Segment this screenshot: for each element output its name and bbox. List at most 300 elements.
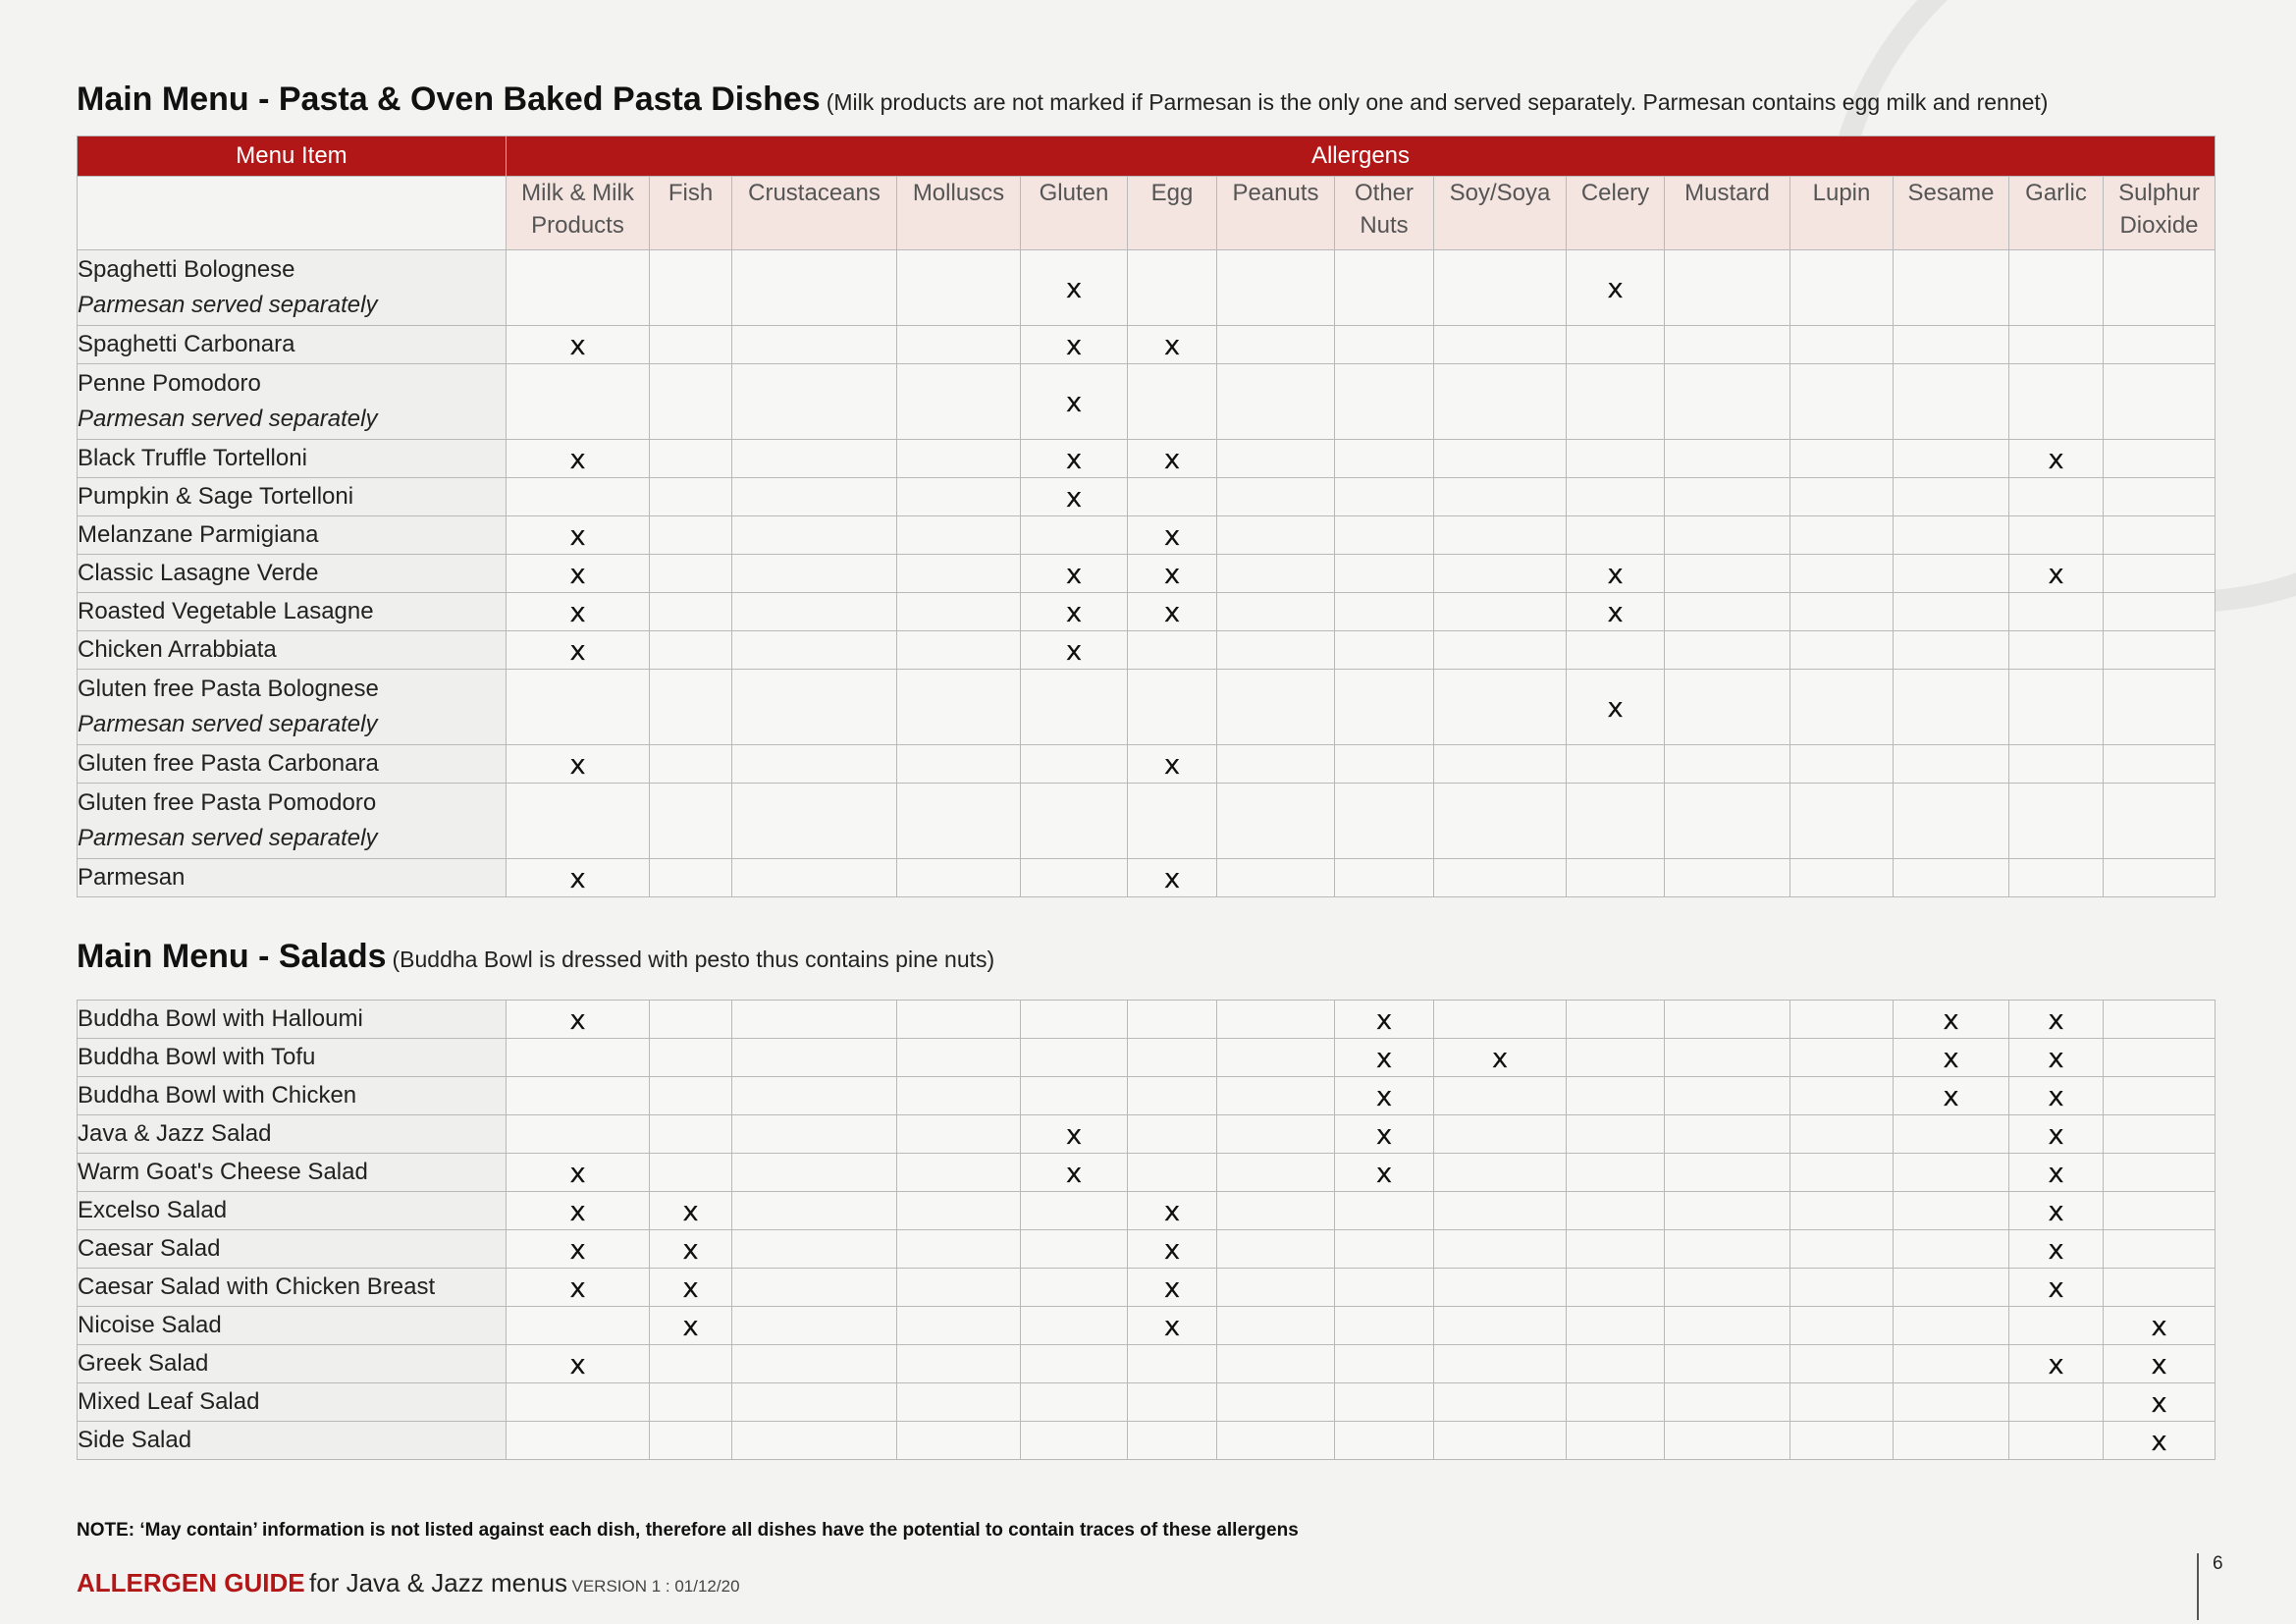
allergen-mark-cell bbox=[897, 1383, 1021, 1422]
allergen-mark-cell bbox=[1790, 516, 1894, 555]
allergen-column-celery: Celery bbox=[1567, 177, 1665, 250]
pasta-section-subtitle: (Milk products are not marked if Parmesan is the only one and served separately. Parmesan contains egg milk and rennet) bbox=[826, 89, 2049, 115]
allergen-mark-cell: x bbox=[507, 859, 650, 897]
menu-item-cell bbox=[78, 784, 507, 859]
allergen-mark-cell bbox=[1894, 859, 2009, 897]
allergen-mark-cell bbox=[897, 1115, 1021, 1154]
allergen-mark-cell bbox=[1128, 1345, 1217, 1383]
allergen-mark-cell bbox=[2009, 670, 2104, 745]
allergen-mark-cell bbox=[2104, 1192, 2216, 1230]
allergen-mark-cell bbox=[507, 1307, 650, 1345]
allergen-mark-cell bbox=[1665, 440, 1790, 478]
allergen-mark-cell bbox=[650, 1154, 732, 1192]
menu-item-name: Excelso Salad bbox=[78, 1197, 228, 1223]
table-row bbox=[78, 859, 2216, 897]
allergen-mark-cell bbox=[1665, 631, 1790, 670]
menu-item-name: Gluten free Pasta Bolognese bbox=[78, 676, 379, 702]
allergen-column-other-nuts: Other Nuts bbox=[1335, 177, 1434, 250]
allergen-mark-cell: x bbox=[2009, 1039, 2104, 1077]
allergen-mark-cell: x bbox=[1021, 555, 1128, 593]
allergen-mark-cell bbox=[650, 1077, 732, 1115]
menu-item-cell bbox=[78, 1192, 507, 1230]
allergen-mark-cell: x bbox=[2009, 555, 2104, 593]
allergen-mark-cell: x bbox=[2009, 1345, 2104, 1383]
allergen-mark-cell bbox=[650, 440, 732, 478]
allergen-mark-cell bbox=[1567, 1230, 1665, 1269]
allergen-mark-cell bbox=[1128, 1077, 1217, 1115]
allergen-mark-cell bbox=[732, 745, 897, 784]
allergen-column-garlic: Garlic bbox=[2009, 177, 2104, 250]
allergen-mark-cell bbox=[1434, 670, 1567, 745]
allergen-mark-cell bbox=[1790, 1077, 1894, 1115]
allergen-mark-cell bbox=[1217, 250, 1335, 326]
allergen-mark-cell bbox=[732, 326, 897, 364]
allergen-mark-cell bbox=[1217, 555, 1335, 593]
allergen-mark-cell bbox=[1217, 745, 1335, 784]
allergen-mark-cell bbox=[2104, 555, 2216, 593]
allergen-mark-cell: x bbox=[1128, 1192, 1217, 1230]
allergen-mark-cell bbox=[2104, 784, 2216, 859]
allergen-mark-cell: x bbox=[1335, 1077, 1434, 1115]
allergen-mark-cell: x bbox=[507, 1269, 650, 1307]
allergen-mark-cell bbox=[1434, 250, 1567, 326]
allergen-mark-cell bbox=[897, 631, 1021, 670]
allergen-mark-cell bbox=[2009, 784, 2104, 859]
allergen-mark-cell bbox=[1335, 1269, 1434, 1307]
menu-item-name: Greek Salad bbox=[78, 1350, 209, 1377]
allergen-mark-cell bbox=[897, 516, 1021, 555]
allergen-mark-cell bbox=[2104, 670, 2216, 745]
allergen-mark-cell bbox=[732, 631, 897, 670]
footer bbox=[77, 1568, 740, 1598]
allergen-mark-cell bbox=[1217, 1077, 1335, 1115]
allergen-mark-cell bbox=[1217, 1345, 1335, 1383]
allergen-mark-cell bbox=[1894, 555, 2009, 593]
allergen-mark-cell bbox=[1434, 1422, 1567, 1460]
allergen-mark-cell: x bbox=[1335, 1115, 1434, 1154]
allergen-mark-cell bbox=[1335, 670, 1434, 745]
allergen-mark-cell: x bbox=[507, 1192, 650, 1230]
allergen-mark-cell bbox=[1567, 784, 1665, 859]
allergen-mark-cell bbox=[1894, 478, 2009, 516]
menu-item-cell bbox=[78, 859, 507, 897]
allergen-mark-cell bbox=[2104, 1039, 2216, 1077]
allergen-column-sesame: Sesame bbox=[1894, 177, 2009, 250]
table-row bbox=[78, 1383, 2216, 1422]
allergen-mark-cell bbox=[1434, 1269, 1567, 1307]
allergen-mark-cell bbox=[1335, 1383, 1434, 1422]
allergen-mark-cell bbox=[650, 631, 732, 670]
allergen-mark-cell bbox=[1021, 670, 1128, 745]
allergen-mark-cell: x bbox=[1021, 440, 1128, 478]
allergen-mark-cell bbox=[1434, 326, 1567, 364]
menu-item-note: Parmesan served separately bbox=[78, 292, 378, 318]
allergen-mark-cell: x bbox=[1021, 1154, 1128, 1192]
allergen-mark-cell bbox=[1894, 1307, 2009, 1345]
allergen-column-fish: Fish bbox=[650, 177, 732, 250]
allergen-mark-cell bbox=[650, 250, 732, 326]
allergen-mark-cell bbox=[1894, 1269, 2009, 1307]
table-row bbox=[78, 250, 2216, 326]
table-row bbox=[78, 1115, 2216, 1154]
table-row bbox=[78, 440, 2216, 478]
allergen-mark-cell bbox=[1434, 784, 1567, 859]
allergens-header: Allergens bbox=[507, 136, 2216, 177]
allergen-mark-cell bbox=[1128, 250, 1217, 326]
allergen-mark-cell: x bbox=[1021, 593, 1128, 631]
allergen-mark-cell bbox=[1567, 1154, 1665, 1192]
menu-item-name: Buddha Bowl with Tofu bbox=[78, 1044, 316, 1070]
allergen-mark-cell bbox=[2104, 516, 2216, 555]
allergen-mark-cell bbox=[732, 555, 897, 593]
allergen-mark-cell bbox=[1665, 593, 1790, 631]
allergen-mark-cell: x bbox=[1894, 1001, 2009, 1039]
menu-item-cell bbox=[78, 326, 507, 364]
menu-item-cell bbox=[78, 440, 507, 478]
allergen-mark-cell bbox=[1021, 1230, 1128, 1269]
table-row bbox=[78, 631, 2216, 670]
allergen-mark-cell bbox=[732, 1001, 897, 1039]
allergen-mark-cell bbox=[1894, 326, 2009, 364]
allergen-mark-cell bbox=[1128, 784, 1217, 859]
allergen-mark-cell bbox=[1335, 364, 1434, 440]
allergen-column-crustaceans: Crustaceans bbox=[732, 177, 897, 250]
allergen-mark-cell: x bbox=[1021, 631, 1128, 670]
table-row bbox=[78, 478, 2216, 516]
allergen-mark-cell bbox=[897, 1154, 1021, 1192]
allergen-mark-cell bbox=[650, 670, 732, 745]
allergen-mark-cell bbox=[650, 1383, 732, 1422]
allergen-mark-cell: x bbox=[1567, 593, 1665, 631]
allergen-mark-cell bbox=[1434, 1001, 1567, 1039]
menu-item-cell bbox=[78, 631, 507, 670]
menu-item-name: Warm Goat's Cheese Salad bbox=[78, 1159, 368, 1185]
allergen-mark-cell bbox=[1567, 859, 1665, 897]
allergen-mark-cell: x bbox=[1128, 1230, 1217, 1269]
allergen-mark-cell: x bbox=[1021, 478, 1128, 516]
allergen-mark-cell bbox=[507, 1077, 650, 1115]
allergen-mark-cell bbox=[732, 1039, 897, 1077]
menu-item-cell bbox=[78, 593, 507, 631]
allergen-mark-cell bbox=[1567, 1077, 1665, 1115]
allergen-mark-cell bbox=[1894, 440, 2009, 478]
allergen-mark-cell bbox=[732, 784, 897, 859]
allergen-mark-cell bbox=[2009, 1422, 2104, 1460]
allergen-mark-cell: x bbox=[507, 516, 650, 555]
allergen-mark-cell bbox=[1790, 1039, 1894, 1077]
allergen-mark-cell bbox=[650, 478, 732, 516]
allergen-mark-cell bbox=[1894, 631, 2009, 670]
allergen-mark-cell: x bbox=[1567, 670, 1665, 745]
allergen-mark-cell bbox=[1567, 1383, 1665, 1422]
table-row bbox=[78, 670, 2216, 745]
allergen-mark-cell bbox=[732, 859, 897, 897]
menu-item-name: Pumpkin & Sage Tortelloni bbox=[78, 483, 354, 510]
allergen-mark-cell bbox=[1790, 631, 1894, 670]
allergen-mark-cell bbox=[1021, 1269, 1128, 1307]
allergen-mark-cell bbox=[1434, 631, 1567, 670]
allergen-mark-cell bbox=[507, 784, 650, 859]
allergen-mark-cell bbox=[1790, 1115, 1894, 1154]
allergen-mark-cell bbox=[1217, 593, 1335, 631]
allergen-mark-cell: x bbox=[650, 1230, 732, 1269]
allergen-mark-cell bbox=[1567, 631, 1665, 670]
allergen-mark-cell bbox=[2104, 326, 2216, 364]
allergen-mark-cell bbox=[1665, 1115, 1790, 1154]
allergen-mark-cell bbox=[1894, 1192, 2009, 1230]
allergen-mark-cell bbox=[897, 1039, 1021, 1077]
allergen-mark-cell bbox=[1567, 1422, 1665, 1460]
menu-item-name: Melanzane Parmigiana bbox=[78, 521, 319, 548]
allergen-mark-cell bbox=[897, 593, 1021, 631]
allergen-mark-cell bbox=[1894, 784, 2009, 859]
allergen-mark-cell bbox=[1894, 1115, 2009, 1154]
allergen-mark-cell bbox=[1217, 364, 1335, 440]
allergen-mark-cell bbox=[1335, 1307, 1434, 1345]
allergen-mark-cell: x bbox=[2009, 1269, 2104, 1307]
allergen-mark-cell bbox=[650, 1039, 732, 1077]
allergen-mark-cell bbox=[1790, 555, 1894, 593]
allergen-mark-cell bbox=[1335, 516, 1434, 555]
menu-item-name: Spaghetti Bolognese bbox=[78, 256, 295, 283]
allergen-mark-cell bbox=[732, 1422, 897, 1460]
allergen-mark-cell: x bbox=[650, 1307, 732, 1345]
allergen-mark-cell: x bbox=[507, 631, 650, 670]
allergen-mark-cell bbox=[1128, 631, 1217, 670]
allergen-mark-cell bbox=[1335, 1192, 1434, 1230]
allergen-mark-cell bbox=[1217, 1154, 1335, 1192]
allergen-mark-cell: x bbox=[1567, 250, 1665, 326]
allergen-mark-cell bbox=[1567, 745, 1665, 784]
allergen-mark-cell bbox=[897, 478, 1021, 516]
allergen-mark-cell bbox=[732, 1115, 897, 1154]
allergen-mark-cell: x bbox=[1128, 593, 1217, 631]
allergen-column-mustard: Mustard bbox=[1665, 177, 1790, 250]
menu-item-cell bbox=[78, 670, 507, 745]
allergen-mark-cell: x bbox=[2009, 1192, 2104, 1230]
allergen-mark-cell: x bbox=[2009, 1001, 2104, 1039]
allergen-mark-cell: x bbox=[1128, 555, 1217, 593]
allergen-mark-cell bbox=[732, 516, 897, 555]
allergen-mark-cell bbox=[1335, 250, 1434, 326]
allergen-mark-cell bbox=[2104, 478, 2216, 516]
allergen-mark-cell bbox=[897, 1192, 1021, 1230]
allergen-mark-cell bbox=[897, 1001, 1021, 1039]
allergen-mark-cell bbox=[1665, 250, 1790, 326]
allergen-mark-cell bbox=[1790, 250, 1894, 326]
allergen-mark-cell bbox=[2009, 745, 2104, 784]
allergen-mark-cell bbox=[1434, 1345, 1567, 1383]
allergen-mark-cell bbox=[1434, 555, 1567, 593]
allergen-mark-cell: x bbox=[507, 440, 650, 478]
menu-item-note: Parmesan served separately bbox=[78, 711, 378, 737]
allergen-mark-cell bbox=[1790, 1269, 1894, 1307]
allergen-mark-cell bbox=[1217, 1383, 1335, 1422]
allergen-mark-cell bbox=[1217, 784, 1335, 859]
allergen-mark-cell bbox=[1217, 326, 1335, 364]
allergen-column-soy-soya: Soy/Soya bbox=[1434, 177, 1567, 250]
allergen-mark-cell bbox=[1434, 1192, 1567, 1230]
menu-item-name: Roasted Vegetable Lasagne bbox=[78, 598, 374, 624]
allergen-mark-cell bbox=[507, 670, 650, 745]
allergen-mark-cell bbox=[1128, 1115, 1217, 1154]
allergen-mark-cell bbox=[1335, 631, 1434, 670]
allergen-mark-cell bbox=[1128, 478, 1217, 516]
allergen-mark-cell bbox=[1567, 1192, 1665, 1230]
allergen-mark-cell bbox=[1665, 1345, 1790, 1383]
menu-item-cell bbox=[78, 1154, 507, 1192]
menu-item-name: Gluten free Pasta Carbonara bbox=[78, 750, 379, 777]
allergen-mark-cell: x bbox=[2104, 1345, 2216, 1383]
allergen-mark-cell: x bbox=[1021, 364, 1128, 440]
allergen-mark-cell bbox=[1567, 478, 1665, 516]
allergen-mark-cell bbox=[1894, 670, 2009, 745]
allergen-mark-cell bbox=[1894, 364, 2009, 440]
allergen-mark-cell bbox=[2104, 1154, 2216, 1192]
allergen-mark-cell bbox=[1790, 745, 1894, 784]
allergen-mark-cell bbox=[1894, 1230, 2009, 1269]
allergen-mark-cell: x bbox=[1128, 1307, 1217, 1345]
allergen-mark-cell bbox=[1128, 364, 1217, 440]
table-row bbox=[78, 1192, 2216, 1230]
may-contain-note: NOTE: ‘May contain’ information is not listed against each dish, therefore all dishes have the potential to contain traces of these allergens bbox=[77, 1520, 1299, 1541]
table-row bbox=[78, 1307, 2216, 1345]
allergen-mark-cell bbox=[650, 364, 732, 440]
allergen-mark-cell bbox=[1434, 364, 1567, 440]
allergen-mark-cell bbox=[1665, 326, 1790, 364]
menu-item-cell bbox=[78, 1345, 507, 1383]
allergen-mark-cell bbox=[732, 440, 897, 478]
table-row bbox=[78, 326, 2216, 364]
allergen-mark-cell bbox=[2104, 1077, 2216, 1115]
allergen-mark-cell bbox=[1790, 478, 1894, 516]
allergen-mark-cell bbox=[1217, 1422, 1335, 1460]
allergen-mark-cell bbox=[1790, 1001, 1894, 1039]
allergen-mark-cell bbox=[1335, 593, 1434, 631]
allergen-mark-cell bbox=[1021, 1001, 1128, 1039]
allergen-mark-cell bbox=[1021, 859, 1128, 897]
allergen-mark-cell: x bbox=[507, 1001, 650, 1039]
menu-item-cell bbox=[78, 364, 507, 440]
allergen-mark-cell: x bbox=[1021, 326, 1128, 364]
allergen-mark-cell: x bbox=[1894, 1039, 2009, 1077]
allergen-mark-cell: x bbox=[650, 1192, 732, 1230]
allergen-mark-cell bbox=[1894, 1345, 2009, 1383]
allergen-mark-cell bbox=[1567, 1269, 1665, 1307]
allergen-mark-cell bbox=[1021, 784, 1128, 859]
allergen-mark-cell bbox=[1128, 1422, 1217, 1460]
allergen-mark-cell bbox=[1894, 1422, 2009, 1460]
allergen-mark-cell bbox=[1335, 478, 1434, 516]
allergen-mark-cell bbox=[2104, 631, 2216, 670]
allergen-mark-cell bbox=[1434, 1154, 1567, 1192]
menu-item-name: Black Truffle Tortelloni bbox=[78, 445, 307, 471]
allergen-mark-cell bbox=[897, 1230, 1021, 1269]
allergen-mark-cell bbox=[1790, 326, 1894, 364]
allergen-mark-cell bbox=[1021, 1422, 1128, 1460]
allergen-mark-cell bbox=[1335, 326, 1434, 364]
allergen-mark-cell: x bbox=[1335, 1001, 1434, 1039]
menu-item-cell bbox=[78, 745, 507, 784]
allergen-mark-cell: x bbox=[507, 1230, 650, 1269]
allergen-mark-cell bbox=[1665, 745, 1790, 784]
allergen-mark-cell bbox=[2009, 478, 2104, 516]
allergen-mark-cell: x bbox=[1128, 326, 1217, 364]
allergen-mark-cell bbox=[1894, 593, 2009, 631]
allergen-mark-cell bbox=[1217, 478, 1335, 516]
allergen-mark-cell: x bbox=[1021, 250, 1128, 326]
allergen-mark-cell bbox=[1567, 1307, 1665, 1345]
menu-item-header: Menu Item bbox=[78, 136, 507, 177]
allergen-mark-cell bbox=[897, 670, 1021, 745]
allergen-mark-cell bbox=[1217, 440, 1335, 478]
allergen-mark-cell bbox=[1790, 1383, 1894, 1422]
allergen-mark-cell bbox=[1021, 1077, 1128, 1115]
allergen-mark-cell bbox=[1790, 593, 1894, 631]
allergen-mark-cell bbox=[897, 784, 1021, 859]
allergen-mark-cell bbox=[1217, 1115, 1335, 1154]
allergen-mark-cell bbox=[1665, 1269, 1790, 1307]
allergen-mark-cell bbox=[732, 593, 897, 631]
menu-item-name: Caesar Salad bbox=[78, 1235, 221, 1262]
allergen-mark-cell bbox=[732, 670, 897, 745]
allergen-mark-cell bbox=[1128, 1001, 1217, 1039]
allergen-mark-cell bbox=[2009, 631, 2104, 670]
allergen-mark-cell bbox=[1335, 555, 1434, 593]
allergen-mark-cell bbox=[732, 1383, 897, 1422]
allergen-mark-cell bbox=[732, 250, 897, 326]
allergen-mark-cell bbox=[1335, 1345, 1434, 1383]
table-row bbox=[78, 1039, 2216, 1077]
menu-item-note: Parmesan served separately bbox=[78, 825, 378, 851]
allergen-mark-cell bbox=[1217, 1269, 1335, 1307]
allergen-mark-cell: x bbox=[1128, 745, 1217, 784]
allergen-mark-cell bbox=[650, 1422, 732, 1460]
allergen-mark-cell bbox=[732, 1154, 897, 1192]
allergen-mark-cell: x bbox=[2009, 440, 2104, 478]
allergen-mark-cell bbox=[1790, 1307, 1894, 1345]
allergen-mark-cell bbox=[507, 364, 650, 440]
allergen-mark-cell bbox=[897, 250, 1021, 326]
allergen-mark-cell bbox=[897, 859, 1021, 897]
allergen-mark-cell bbox=[2104, 1001, 2216, 1039]
allergen-mark-cell bbox=[1665, 1230, 1790, 1269]
allergen-mark-cell bbox=[650, 784, 732, 859]
allergen-mark-cell: x bbox=[1335, 1039, 1434, 1077]
allergen-mark-cell bbox=[1567, 1039, 1665, 1077]
allergen-mark-cell bbox=[732, 1307, 897, 1345]
allergen-mark-cell bbox=[2104, 364, 2216, 440]
menu-item-name: Spaghetti Carbonara bbox=[78, 331, 295, 357]
menu-item-cell bbox=[78, 250, 507, 326]
allergen-mark-cell bbox=[897, 1307, 1021, 1345]
allergen-mark-cell bbox=[732, 1077, 897, 1115]
table-row bbox=[78, 1001, 2216, 1039]
allergen-mark-cell bbox=[650, 859, 732, 897]
allergen-mark-cell bbox=[732, 478, 897, 516]
allergen-mark-cell: x bbox=[1434, 1039, 1567, 1077]
allergen-mark-cell bbox=[1021, 1039, 1128, 1077]
menu-item-cell bbox=[78, 1039, 507, 1077]
allergen-mark-cell: x bbox=[2009, 1115, 2104, 1154]
menu-item-cell bbox=[78, 1230, 507, 1269]
allergen-mark-cell bbox=[1434, 859, 1567, 897]
allergen-mark-cell bbox=[1894, 745, 2009, 784]
allergen-mark-cell bbox=[1790, 670, 1894, 745]
allergen-mark-cell bbox=[1567, 1001, 1665, 1039]
menu-item-name: Nicoise Salad bbox=[78, 1312, 222, 1338]
allergen-mark-cell bbox=[1567, 1345, 1665, 1383]
